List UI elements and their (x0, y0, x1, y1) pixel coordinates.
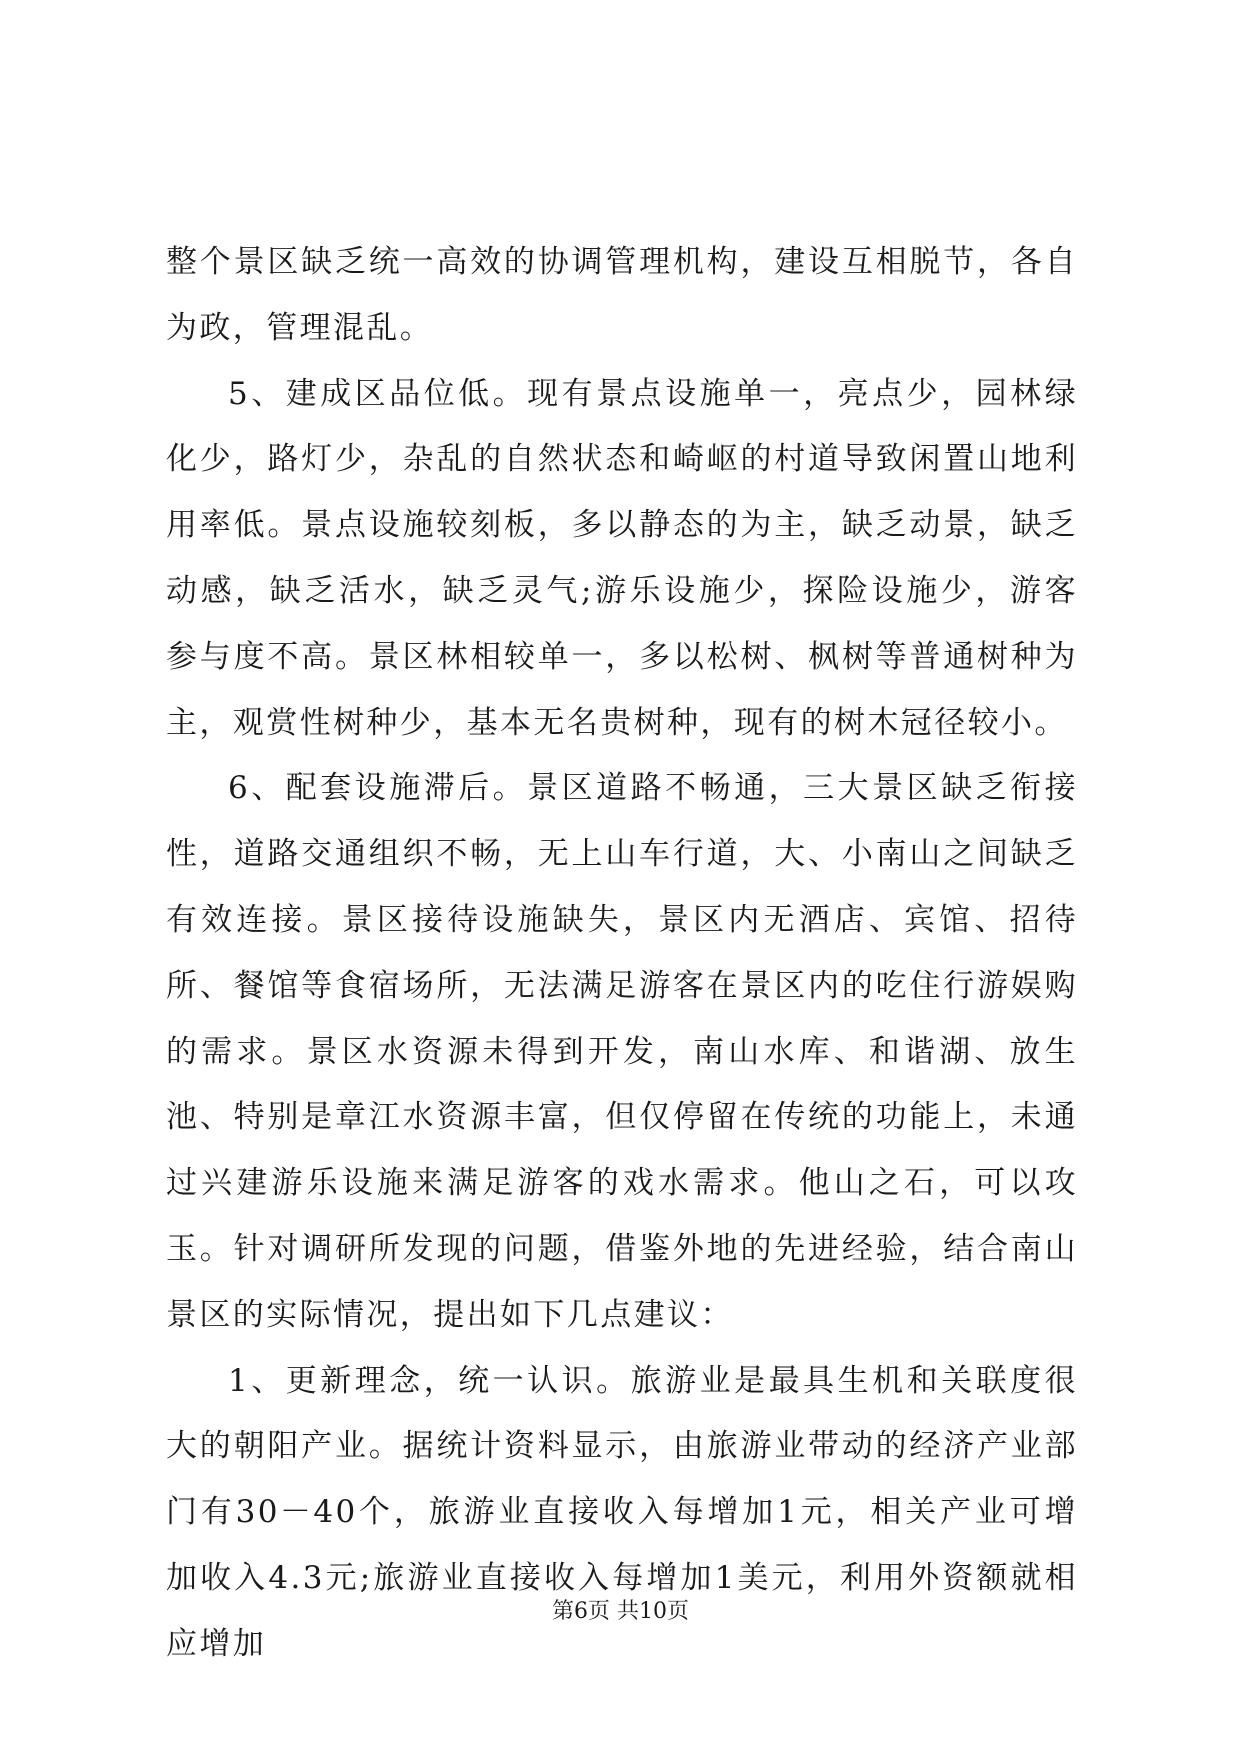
page-footer: 第6页 共10页 (552, 1599, 689, 1624)
paragraph: 1、更新理念，统一认识。旅游业是最具生机和关联度很大的朝阳产业。据统计资料显示，由旅游业带动的经济产业部门有30－40个，旅游业直接收入每增加1元，相关产业可增加收入4.3元;旅游业直接收入每增加1美元，利用外资额就相应增加 (166, 1362, 1078, 1662)
document-body (166, 230, 1078, 1678)
paragraph: 整个景区缺乏统一高效的协调管理机构，建设互相脱节，各自为政，管理混乱。 (166, 244, 1078, 346)
paragraph: 6、配套设施滞后。景区道路不畅通，三大景区缺乏衔接性，道路交通组织不畅，无上山车行道，大、小南山之间缺乏有效连接。景区接待设施缺失，景区内无酒店、宾馆、招待所、餐馆等食宿场所，无法满足游客在景区内的吃住行游娱购的需求。景区水资源未得到开发，南山水库、和谐湖、放生池、特别是章江水资源丰富，但仅停留在传统的功能上，未通过兴建游乐设施来满足游客的戏水需求。他山之石，可以攻玉。针对调研所发现的问题，借鉴外地的先进经验，结合南山景区的实际情况，提出如下几点建议： (166, 770, 1078, 1333)
paragraph: 5、建成区品位低。现有景点设施单一，亮点少，园林绿化少，路灯少，杂乱的自然状态和崎岖的村道导致闲置山地利用率低。景点设施较刻板，多以静态的为主，缺乏动景，缺乏动感，缺乏活水，缺乏灵气;游乐设施少，探险设施少，游客参与度不高。景区林相较单一，多以松树、枫树等普通树种为主，观赏性树种少，基本无名贵树种，现有的树木冠径较小。 (166, 375, 1078, 741)
